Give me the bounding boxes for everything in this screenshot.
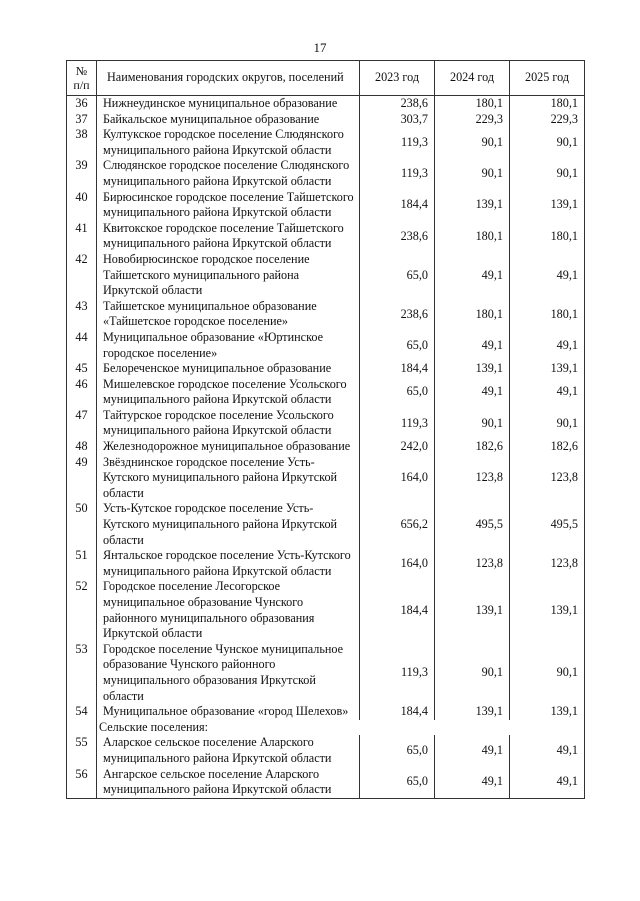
page-number: 17: [313, 40, 327, 55]
value-2024: 180,1: [435, 221, 510, 252]
row-number: 48: [67, 439, 97, 455]
table-row: [67, 190, 585, 221]
value-2024: 49,1: [435, 252, 510, 299]
row-number: 41: [67, 221, 97, 252]
value-2025: 90,1: [510, 408, 585, 439]
row-number: 43: [67, 299, 97, 330]
value-2024: 495,5: [435, 501, 510, 548]
row-name: Звёзднинское городское поселение Усть-Кутского муниципального района Иркутской области: [97, 455, 360, 502]
value-2025: 90,1: [510, 127, 585, 158]
row-name: Слюдянское городское поселение Слюдянского муниципального района Иркутской области: [97, 158, 360, 189]
value-2024: 90,1: [435, 158, 510, 189]
value-2025: 123,8: [510, 455, 585, 502]
value-2025: 49,1: [510, 252, 585, 299]
value-2025: 180,1: [510, 221, 585, 252]
value-2025: 495,5: [510, 501, 585, 548]
table-body: [67, 96, 585, 799]
value-2025: 180,1: [510, 96, 585, 112]
value-2023: 184,4: [360, 361, 435, 377]
table-row: [67, 96, 585, 112]
value-2023: 65,0: [360, 330, 435, 361]
header-2024: 2024 год: [435, 61, 510, 96]
value-2023: 119,3: [360, 127, 435, 158]
value-2023: 238,6: [360, 299, 435, 330]
value-2023: 184,4: [360, 190, 435, 221]
row-name: Янтальское городское поселение Усть-Кутского муниципального района Иркутской области: [97, 548, 360, 579]
header-number-label: № п/п: [73, 64, 90, 92]
table-row: [67, 112, 585, 128]
value-2024: 90,1: [435, 642, 510, 704]
row-name: Железнодорожное муниципальное образование: [97, 439, 360, 455]
value-2024: 123,8: [435, 548, 510, 579]
section-label: Сельские поселения:: [97, 720, 585, 736]
row-number: 56: [67, 767, 97, 799]
table-row: [67, 221, 585, 252]
row-name: Квитокское городское поселение Тайшетского муниципального района Иркутской области: [97, 221, 360, 252]
table-row: [67, 501, 585, 548]
table-row: [67, 735, 585, 766]
row-number: 37: [67, 112, 97, 128]
value-2025: 182,6: [510, 439, 585, 455]
row-number: 44: [67, 330, 97, 361]
row-name: Муниципальное образование «Юртинское городское поселение»: [97, 330, 360, 361]
row-name: Аларское сельское поселение Аларского муниципального района Иркутской области: [97, 735, 360, 766]
value-2025: 49,1: [510, 330, 585, 361]
row-name: Тайтурское городское поселение Усольского муниципального района Иркутской области: [97, 408, 360, 439]
table-row: [67, 330, 585, 361]
row-number: 38: [67, 127, 97, 158]
value-2024: 180,1: [435, 96, 510, 112]
row-number: 45: [67, 361, 97, 377]
table-row: [67, 455, 585, 502]
value-2025: 180,1: [510, 299, 585, 330]
table-row: [67, 642, 585, 704]
value-2023: 238,6: [360, 221, 435, 252]
value-2024: 49,1: [435, 330, 510, 361]
row-name: Белореченское муниципальное образование: [97, 361, 360, 377]
value-2023: 303,7: [360, 112, 435, 128]
row-number: 36: [67, 96, 97, 112]
value-2023: 65,0: [360, 735, 435, 766]
value-2023: 238,6: [360, 96, 435, 112]
row-number: 39: [67, 158, 97, 189]
section-number-cell: [67, 720, 97, 736]
value-2024: 139,1: [435, 190, 510, 221]
row-number: 51: [67, 548, 97, 579]
row-name: Тайшетское муниципальное образование «Тайшетское городское поселение»: [97, 299, 360, 330]
value-2025: 49,1: [510, 377, 585, 408]
row-number: 40: [67, 190, 97, 221]
value-2023: 656,2: [360, 501, 435, 548]
value-2024: 90,1: [435, 408, 510, 439]
value-2025: 123,8: [510, 548, 585, 579]
row-name: Муниципальное образование «город Шелехов»: [97, 704, 360, 720]
section-row: [67, 720, 585, 736]
value-2023: 184,4: [360, 704, 435, 720]
value-2025: 139,1: [510, 704, 585, 720]
row-name: Бирюсинское городское поселение Тайшетского муниципального района Иркутской области: [97, 190, 360, 221]
row-number: 53: [67, 642, 97, 704]
value-2024: 229,3: [435, 112, 510, 128]
value-2024: 49,1: [435, 735, 510, 766]
value-2025: 90,1: [510, 158, 585, 189]
value-2025: 49,1: [510, 767, 585, 799]
row-number: 50: [67, 501, 97, 548]
table-row: [67, 704, 585, 720]
row-name: Городское поселение Чунское муниципальное образование Чунского районного муниципального образования Иркутской области: [97, 642, 360, 704]
row-number: 49: [67, 455, 97, 502]
row-number: 55: [67, 735, 97, 766]
table-row: [67, 299, 585, 330]
table-row: [67, 439, 585, 455]
value-2023: 119,3: [360, 408, 435, 439]
value-2023: 242,0: [360, 439, 435, 455]
row-number: 47: [67, 408, 97, 439]
table-row: [67, 361, 585, 377]
value-2023: 184,4: [360, 579, 435, 641]
value-2025: 229,3: [510, 112, 585, 128]
value-2025: 49,1: [510, 735, 585, 766]
value-2024: 90,1: [435, 127, 510, 158]
table-row: [67, 158, 585, 189]
value-2025: 90,1: [510, 642, 585, 704]
header-2023: 2023 год: [360, 61, 435, 96]
value-2024: 123,8: [435, 455, 510, 502]
row-name: Новобирюсинское городское поселение Тайшетского муниципального района Иркутской области: [97, 252, 360, 299]
row-name: Култукское городское поселение Слюдянского муниципального района Иркутской области: [97, 127, 360, 158]
row-number: 42: [67, 252, 97, 299]
value-2024: 139,1: [435, 361, 510, 377]
value-2024: 180,1: [435, 299, 510, 330]
value-2023: 65,0: [360, 767, 435, 799]
value-2023: 119,3: [360, 158, 435, 189]
allocation-table: [66, 60, 585, 799]
row-name: Усть-Кутское городское поселение Усть-Кутского муниципального района Иркутской области: [97, 501, 360, 548]
value-2023: 164,0: [360, 548, 435, 579]
row-name: Мишелевское городское поселение Усольского муниципального района Иркутской области: [97, 377, 360, 408]
table-row: [67, 252, 585, 299]
value-2024: 139,1: [435, 704, 510, 720]
value-2024: 182,6: [435, 439, 510, 455]
value-2023: 65,0: [360, 377, 435, 408]
table-row: [67, 127, 585, 158]
row-name: Нижнеудинское муниципальное образование: [97, 96, 360, 112]
table-row: [67, 548, 585, 579]
value-2023: 65,0: [360, 252, 435, 299]
table-header-row: [67, 61, 585, 96]
value-2023: 119,3: [360, 642, 435, 704]
header-2025: 2025 год: [510, 61, 585, 96]
value-2025: 139,1: [510, 579, 585, 641]
table-row: [67, 767, 585, 799]
row-number: 46: [67, 377, 97, 408]
value-2024: 139,1: [435, 579, 510, 641]
row-name: Ангарское сельское поселение Аларского муниципального района Иркутской области: [97, 767, 360, 799]
value-2023: 164,0: [360, 455, 435, 502]
header-number: [67, 61, 97, 96]
row-name: Байкальское муниципальное образование: [97, 112, 360, 128]
header-name: Наименования городских округов, поселений: [97, 61, 360, 96]
value-2025: 139,1: [510, 190, 585, 221]
row-number: 52: [67, 579, 97, 641]
table-row: [67, 579, 585, 641]
row-name: Городское поселение Лесогорское муниципальное образование Чунского районного муниципального образования Иркутской области: [97, 579, 360, 641]
value-2025: 139,1: [510, 361, 585, 377]
value-2024: 49,1: [435, 767, 510, 799]
value-2024: 49,1: [435, 377, 510, 408]
table-row: [67, 408, 585, 439]
row-number: 54: [67, 704, 97, 720]
table-row: [67, 377, 585, 408]
